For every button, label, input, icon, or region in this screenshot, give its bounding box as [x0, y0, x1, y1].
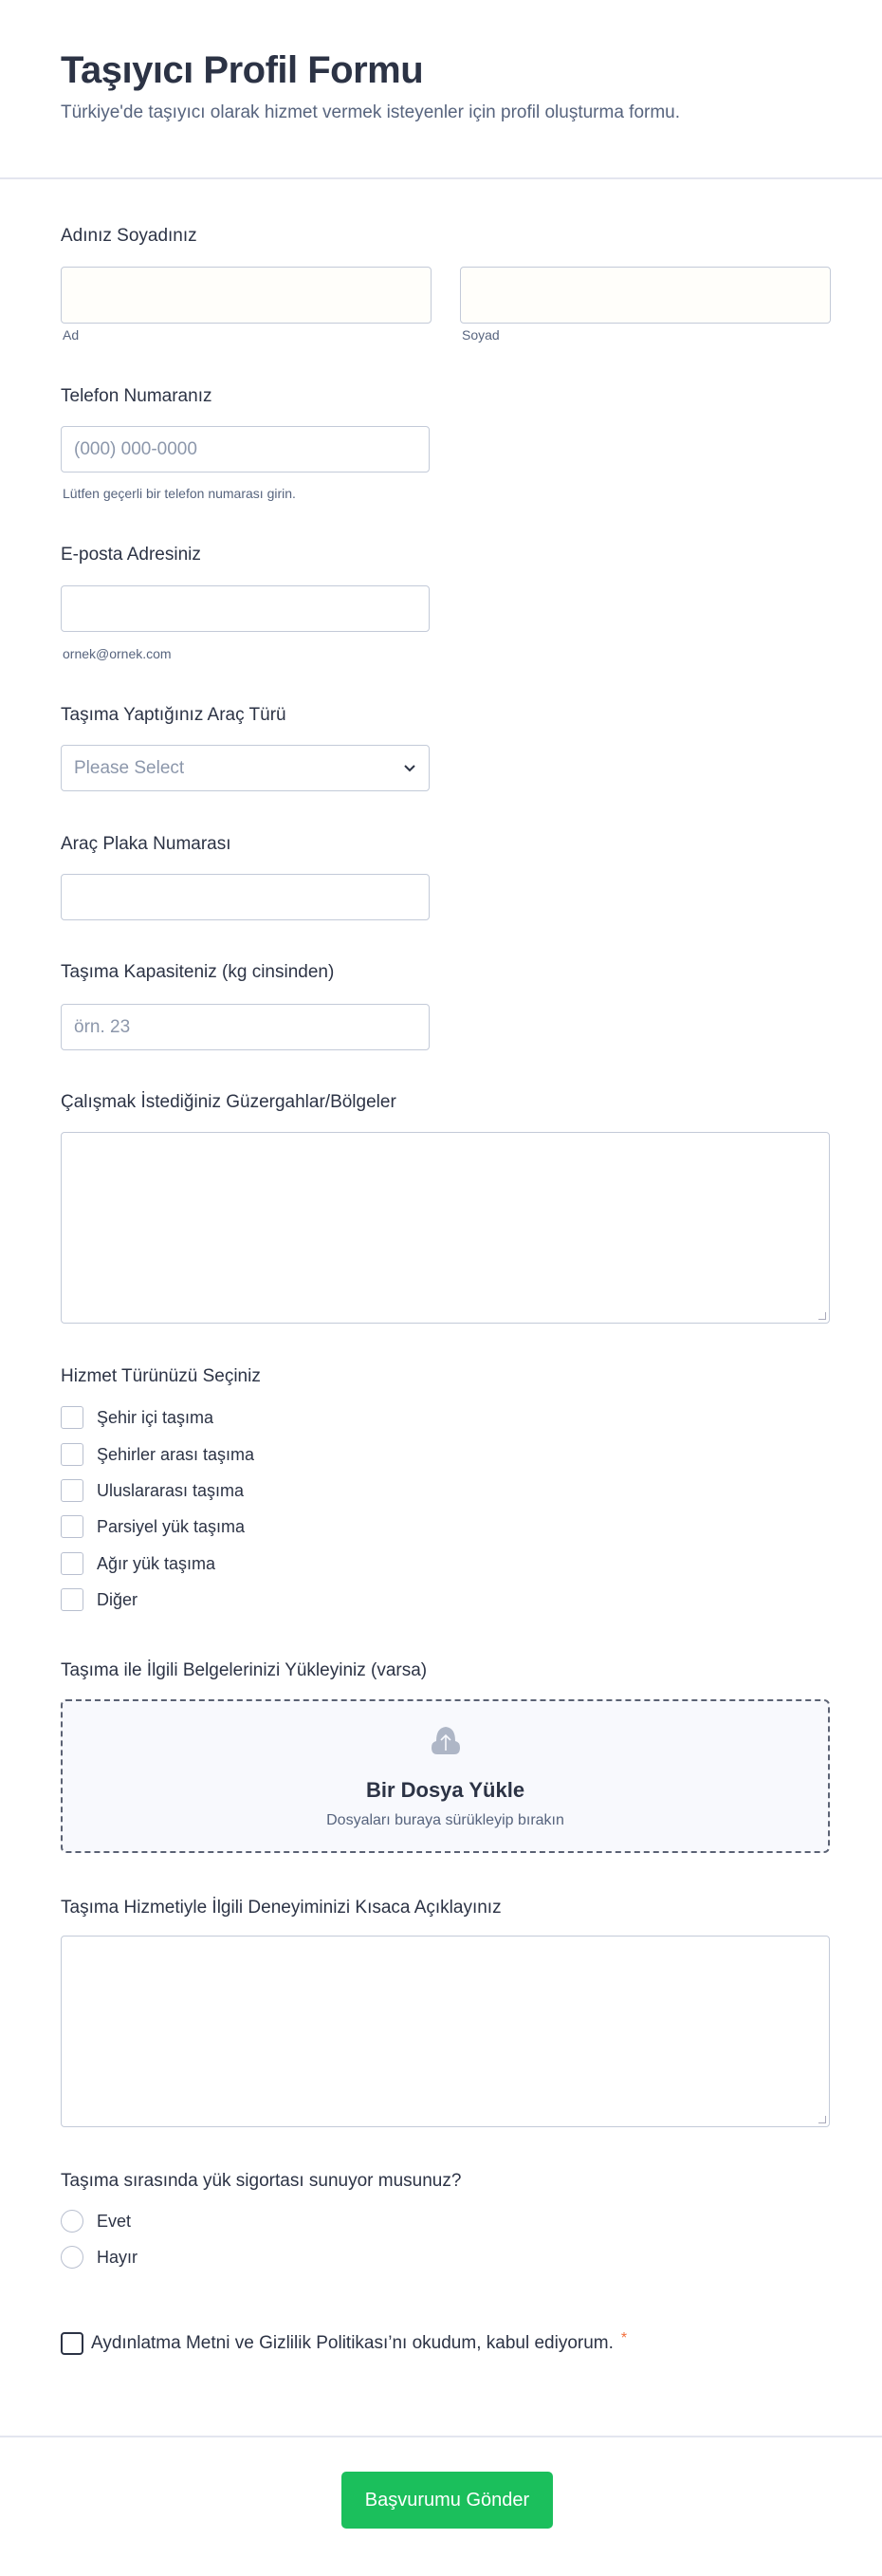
service-option[interactable]	[61, 1552, 215, 1575]
radio[interactable]	[61, 2210, 83, 2233]
vehicle-type-value: Please Select	[74, 757, 185, 778]
page-subtitle: Türkiye'de taşıyıcı olarak hizmet vermek isteyenler için profil oluşturma formu.	[61, 102, 681, 122]
service-option-label: Diğer	[97, 1589, 138, 1609]
consent-checkbox-row[interactable]	[61, 2332, 627, 2355]
capacity-label: Taşıma Kapasiteniz (kg cinsinden)	[61, 962, 335, 982]
email-help: ornek@ornek.com	[63, 646, 172, 661]
footer-divider	[0, 2436, 882, 2437]
cloud-upload-icon	[63, 1724, 828, 1761]
services-label: Hizmet Türünüzü Seçiniz	[61, 1366, 261, 1386]
name-label: Adınız Soyadınız	[61, 226, 197, 246]
chevron-down-icon	[403, 758, 416, 779]
checkbox[interactable]	[61, 1552, 83, 1575]
phone-help: Lütfen geçerli bir telefon numarası girin.	[63, 486, 296, 501]
service-option-label: Ağır yük taşıma	[97, 1553, 216, 1573]
service-option[interactable]	[61, 1515, 245, 1538]
vehicle-type-select[interactable]	[61, 745, 430, 791]
service-option-label: Parsiyel yük taşıma	[97, 1516, 246, 1536]
email-label: E-posta Adresiniz	[61, 545, 201, 565]
radio-label: Evet	[97, 2211, 132, 2231]
insurance-label: Taşıma sırasında yük sigortası sunuyor musunuz?	[61, 2171, 462, 2191]
header-divider	[0, 177, 882, 179]
upload-hint: Dosyaları buraya sürükleyip bırakın	[326, 1812, 564, 1828]
insurance-option-yes[interactable]	[61, 2210, 131, 2233]
last-name-sublabel: Soyad	[462, 327, 500, 343]
vehicle-type-label: Taşıma Yaptığınız Araç Türü	[61, 705, 286, 725]
capacity-input[interactable]	[61, 1004, 430, 1050]
checkbox[interactable]	[61, 1588, 83, 1611]
capacity-placeholder: örn. 23	[74, 1016, 131, 1037]
plate-label: Araç Plaka Numarası	[61, 834, 231, 854]
email-input[interactable]	[61, 585, 430, 632]
service-option[interactable]	[61, 1479, 244, 1502]
service-option-label: Şehir içi taşıma	[97, 1407, 214, 1427]
checkbox[interactable]	[61, 1515, 83, 1538]
service-option-label: Şehirler arası taşıma	[97, 1444, 255, 1464]
checkbox[interactable]	[61, 1443, 83, 1466]
last-name-input[interactable]	[460, 267, 831, 324]
first-name-input[interactable]	[61, 267, 432, 324]
page-title: Taşıyıcı Profil Formu	[61, 49, 424, 91]
insurance-option-no[interactable]	[61, 2246, 138, 2269]
routes-textarea[interactable]	[61, 1132, 830, 1324]
experience-label: Taşıma Hizmetiyle İlgili Deneyiminizi Kısaca Açıklayınız	[61, 1898, 502, 1918]
phone-label: Telefon Numaranız	[61, 386, 212, 406]
upload-title: Bir Dosya Yükle	[365, 1778, 525, 1802]
phone-input[interactable]	[61, 426, 430, 473]
upload-label: Taşıma ile İlgili Belgelerinizi Yükleyiniz (varsa)	[61, 1660, 428, 1680]
routes-label: Çalışmak İstediğiniz Güzergahlar/Bölgeler	[61, 1092, 396, 1112]
phone-placeholder: (000) 000-0000	[74, 438, 197, 459]
first-name-sublabel: Ad	[63, 327, 80, 343]
required-mark: *	[620, 2330, 628, 2346]
consent-label: Aydınlatma Metni ve Gizlilik Politikası’nı okudum, kabul ediyorum.	[91, 2333, 614, 2353]
service-option[interactable]	[61, 1443, 254, 1466]
consent-checkbox[interactable]	[61, 2332, 83, 2355]
checkbox[interactable]	[61, 1479, 83, 1502]
resize-handle-icon[interactable]	[818, 2116, 826, 2123]
service-option[interactable]	[61, 1588, 138, 1611]
service-option[interactable]	[61, 1406, 213, 1429]
experience-textarea[interactable]	[61, 1936, 830, 2127]
file-upload-dropzone[interactable]	[61, 1699, 830, 1853]
radio-label: Hayır	[97, 2247, 138, 2267]
submit-button[interactable]: Başvurumu Gönder	[341, 2472, 553, 2529]
radio[interactable]	[61, 2246, 83, 2269]
service-option-label: Uluslararası taşıma	[97, 1480, 245, 1500]
resize-handle-icon[interactable]	[818, 1312, 826, 1320]
checkbox[interactable]	[61, 1406, 83, 1429]
plate-input[interactable]	[61, 874, 430, 920]
